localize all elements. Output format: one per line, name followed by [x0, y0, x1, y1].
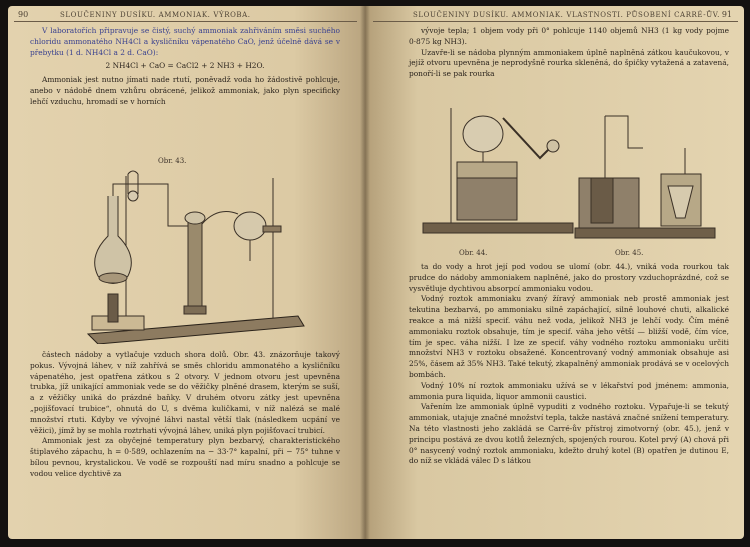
right-running-header: SLOUČENINY DUSÍKU. AMMONIAK. VLASTNOSTI. PŮSOBENÍ CARRÉ-ŮV. — [413, 11, 720, 19]
left-header-rule — [14, 21, 357, 22]
right-text-top — [409, 26, 729, 80]
left-equation: 2 NH4Cl + CaO = CaCl2 + 2 NH3 + H2O. — [105, 61, 265, 71]
book-spine-shadow — [360, 6, 370, 539]
right-page — [365, 6, 744, 539]
right-para-3: ta do vody a hrot její pod vodou se ulomí (obr. 44.), vniká voda rourkou tak prudce do nádoby ammoniakem naplněné, jako do prostory vzduchoprázdné, což se vysvětluje dychtivou absorpcí ammoniaku vodou. — [409, 262, 729, 293]
right-header-rule — [373, 21, 738, 22]
left-para-4: Ammoniak jest za obyčejné temperatury plyn bezbarvý, charakteristického štiplavého zápachu, h = 0·589, ochlazením na − 33·7° kapalní, při − 75° tuhne v bílou pevnou, krystalickou. Ve vodě se rozpouští nad míru snadno a pohlcuje se vodou velice dychtivě za — [30, 436, 340, 478]
figure-45-caption: Obr. 45. — [615, 249, 644, 257]
figure-44-caption: Obr. 44. — [459, 249, 488, 257]
right-para-4: Vodný roztok ammoniaku zvaný žíravý ammoniak neb prostě ammoniak jest tekutina bezbarvá, po ammoniaku silně zapáchající, silně louhové chuti, alkalické reakce a má nižší specif. váhu než voda, jelikož NH3 je lehčí vody. Čím méně ammoniaku roztok obsahuje, tím je specif. váha jeho větší — bližší vodě, čím více, tím je spec. váha nižší. I lze ze specif. váhy vodného roztoku ammoniaku určiti množství NH3 v roztoku obsažené. Koncentrovaný vodný ammoniak obsahuje asi 25%, čásem až 35% NH3. Také tekutý, zkapalněný ammoniak prodává se v ocelových bombách. — [409, 294, 729, 379]
left-para-2: Ammoniak jest nutno jímati nade rtutí, poněvadž voda ho žádostivě pohlcuje, anebo v nádobě dnem vzhůru obrácené, jelikož ammoniak, jako plyn specificky lehčí vzduchu, hromadí se v horních — [30, 75, 340, 106]
left-para-1: V laboratořích připravuje se čistý, suchý ammoniak zahřiváním směsi suchého chloridu ammonatého NH4Cl a kysličníku vápenatého CaO, jenž účelně dává se v přebytku (1 d. NH4Cl a 2 d. CaO): — [30, 26, 340, 57]
figure-45-apparatus — [573, 108, 723, 243]
left-page-number: 90 — [18, 10, 29, 19]
figure-44-apparatus — [415, 98, 585, 248]
right-para-2: Uzavře-li se nádoba plynným ammoniakem úplně naplněná zátkou kaučukovou, v jejíž otvoru upevněna je neprodyšně rourka skleněná, do špičky vytažená a zatavená, ponoří-li se pak rourka — [409, 47, 729, 79]
left-para-3: částech nádoby a vytlačuje vzduch shora dolů. Obr. 43. znázorňuje takový pokus. Vývojná láhev, v níž zahřívá se směs chloridu ammonatého a kysličníku vápenatého, jest opatřena zátkou s 2 otvory. V jednom otvoru jest upevněna trubka, jíž unikající ammoniak vede se do věžičky plněné drasem, kterým se suší, a z věžičky uniká do prázdné baňky. V druhém otvoru zátky jest upevněna „pojišťovací trubice“, ohnutá do U, s dvěma kuličkami, v níž nalézá se malé množství rtuti. Kdyby ve vývojné láhvi nastal větší tlak (následkem ucpání ve věžici), jímž by se mohla roztrhati vývojná láhev, uniká plyn pojišťovací trubicí. — [30, 350, 340, 435]
right-text-bottom — [409, 262, 729, 467]
right-para-6: Vařením lze ammoniak úplně vypuditi z vodného roztoku. Vypařuje-li se tekutý ammoniak, utajuje značné množství tepla, takže nastává značné snížení temperatury. Na této vlastnosti jeho zakládá se Carré-ův přístroj zimotvorný (obr. 45.), jenž v principu postává ze dvou kotlů železných, spojených rourou. Kotel prvý (A) chová při 0° nasycený vodný roztok ammoniaku, kdežto druhý kotel (B) opatřen je dutinou E, do níž se vkládá válec D s látkou — [409, 402, 729, 466]
figure-43-apparatus — [68, 166, 308, 344]
right-para-5: Vodný 10% ní roztok ammoniaku užívá se v lékařství pod jménem: ammonia, ammonia pura liquida, liquor ammonii caustici. — [409, 380, 729, 401]
left-text-bottom — [30, 350, 340, 480]
right-page-number: 91 — [721, 10, 732, 19]
left-text-top — [30, 26, 340, 108]
right-para-1: vývoje tepla; 1 objem vody při 0° pohlcuje 1140 objemů NH3 (1 kg vody pojme 0·875 kg NH3). — [409, 26, 729, 46]
left-running-header: SLOUČENINY DUSÍKU. AMMONIAK. VÝROBA. — [60, 11, 251, 19]
left-page — [8, 6, 365, 539]
figure-43-caption: Obr. 43. — [158, 157, 187, 165]
